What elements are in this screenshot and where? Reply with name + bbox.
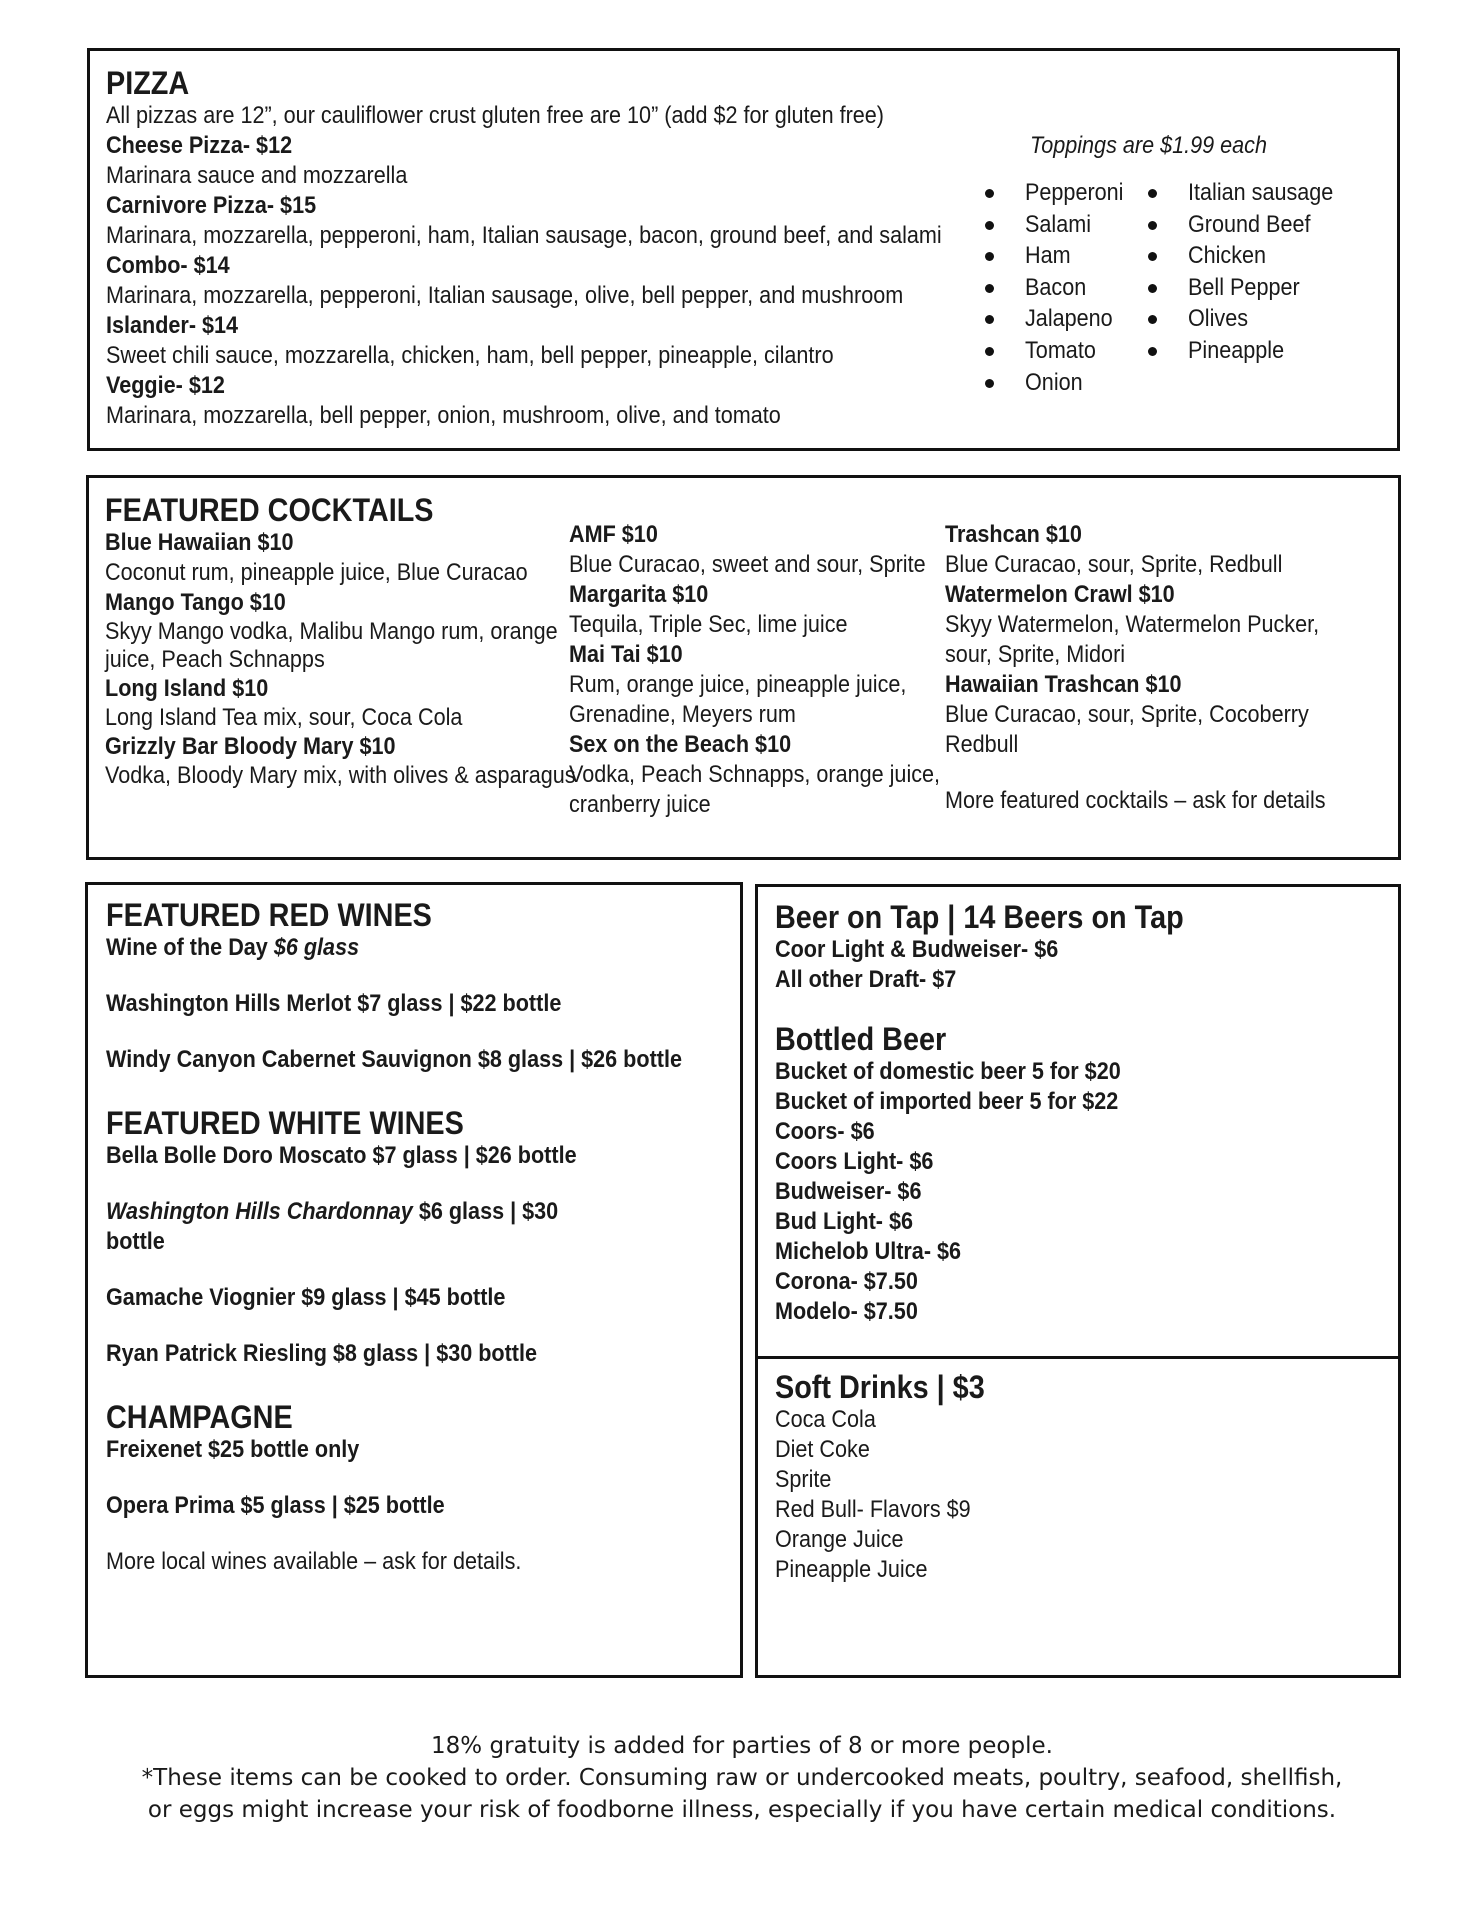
menu-item-name: Sex on the Beach $10 (569, 731, 792, 758)
soft-drink-item: Orange Juice (775, 1526, 904, 1553)
menu-item-desc: Vodka, Bloody Mary mix, with olives & asparagus (105, 762, 576, 789)
menu-item-desc: Coconut rum, pineapple juice, Blue Curacao (105, 559, 528, 586)
soft-drink-item: Sprite (775, 1466, 832, 1493)
cocktails-col-3 (945, 520, 1368, 816)
topping-item: Onion (985, 367, 1134, 399)
menu-item-desc: Marinara sauce and mozzarella (106, 162, 408, 189)
section-title: FEATURED COCKTAILS (105, 492, 434, 528)
footer-notice (0, 1730, 1484, 1826)
beer-item: Modelo- $7.50 (775, 1298, 918, 1325)
beer-item: All other Draft- $7 (775, 966, 957, 993)
topping-item: Bell Pepper (1148, 272, 1349, 304)
bullet-icon (1148, 284, 1157, 293)
beer-section (755, 884, 1401, 1362)
beer-item: Budweiser- $6 (775, 1178, 922, 1205)
bullet-icon (1148, 315, 1157, 324)
menu-item-name: Grizzly Bar Bloody Mary $10 (105, 733, 396, 760)
cocktails-col-2 (569, 520, 981, 820)
red-wines-title: FEATURED RED WINES (106, 897, 432, 933)
topping-item: Italian sausage (1148, 177, 1349, 209)
beer-item: Coors Light- $6 (775, 1148, 934, 1175)
soft-drinks-section (755, 1356, 1401, 1678)
menu-item-name: Combo- $14 (106, 252, 230, 279)
white-wines-title: FEATURED WHITE WINES (106, 1105, 464, 1141)
wines-more-note: More local wines available – ask for details. (106, 1548, 522, 1575)
bullet-icon (1148, 252, 1157, 261)
toppings-list-left (985, 177, 1134, 398)
wine-of-day: Wine of the Day $6 glass (106, 934, 360, 961)
wine-item-cont: bottle (106, 1228, 165, 1255)
topping-item: Pineapple (1148, 335, 1349, 367)
beer-item: Corona- $7.50 (775, 1268, 918, 1295)
cocktails-col-1 (105, 492, 628, 790)
toppings-list-right (1148, 177, 1349, 367)
topping-item: Jalapeno (985, 303, 1134, 335)
menu-item-name: Mango Tango $10 (105, 589, 286, 616)
soft-drink-item: Red Bull- Flavors $9 (775, 1496, 971, 1523)
toppings-note: Toppings are $1.99 each (1030, 132, 1267, 159)
menu-item-desc: Sweet chili sauce, mozzarella, chicken, ham, bell pepper, pineapple, cilantro (106, 342, 834, 369)
topping-item: Tomato (985, 335, 1134, 367)
pizza-list (106, 65, 1035, 431)
beer-item: Coor Light & Budweiser- $6 (775, 936, 1059, 963)
wine-item: Opera Prima $5 glass | $25 bottle (106, 1492, 445, 1519)
menu-item-name: AMF $10 (569, 521, 658, 548)
menu-item-desc: Blue Curacao, sour, Sprite, Cocoberry (945, 701, 1309, 728)
section-title: PIZZA (106, 65, 190, 101)
wine-item: Freixenet $25 bottle only (106, 1436, 360, 1463)
bullet-icon (985, 284, 994, 293)
pizza-intro: All pizzas are 12”, our cauliflower crust gluten free are 10” (add $2 for gluten free) (106, 102, 884, 129)
menu-item-name: Long Island $10 (105, 675, 269, 702)
beer-item: Bucket of domestic beer 5 for $20 (775, 1058, 1121, 1085)
topping-item: Ground Beef (1148, 209, 1349, 241)
cocktails-more-note: More featured cocktails – ask for details (945, 787, 1326, 814)
bottled-beer-title: Bottled Beer (775, 1021, 947, 1057)
soft-drink-item: Coca Cola (775, 1406, 876, 1433)
beer-item: Bud Light- $6 (775, 1208, 913, 1235)
consumption-warning-line-1: *These items can be cooked to order. Consuming raw or undercooked meats, poultry, seafood, shellfish, (141, 1765, 1343, 1791)
menu-item-desc: juice, Peach Schnapps (105, 646, 325, 673)
beer-item: Michelob Ultra- $6 (775, 1238, 962, 1265)
cocktails-section (86, 475, 1401, 860)
beer-tap-title: Beer on Tap | 14 Beers on Tap (775, 899, 1184, 935)
menu-item-name: Hawaiian Trashcan $10 (945, 671, 1182, 698)
wine-item: Gamache Viognier $9 glass | $45 bottle (106, 1284, 506, 1311)
menu-item-name: Watermelon Crawl $10 (945, 581, 1175, 608)
menu-item-desc: Grenadine, Meyers rum (569, 701, 796, 728)
pizza-section (87, 48, 1400, 451)
bullet-icon (985, 221, 994, 230)
wine-item: Bella Bolle Doro Moscato $7 glass | $26 bottle (106, 1142, 577, 1169)
menu-item-desc: Vodka, Peach Schnapps, orange juice, (569, 761, 941, 788)
topping-item: Salami (985, 209, 1134, 241)
menu-item-desc: Marinara, mozzarella, bell pepper, onion, mushroom, olive, and tomato (106, 402, 781, 429)
consumption-warning-line-2: or eggs might increase your risk of foodborne illness, especially if you have certain medical conditions. (147, 1797, 1337, 1823)
menu-item-name: Cheese Pizza- $12 (106, 132, 293, 159)
menu-item-desc: Blue Curacao, sweet and sour, Sprite (569, 551, 926, 578)
topping-item: Olives (1148, 303, 1349, 335)
wine-item: Washington Hills Merlot $7 glass | $22 bottle (106, 990, 562, 1017)
menu-item-desc: Marinara, mozzarella, pepperoni, ham, Italian sausage, bacon, ground beef, and salami (106, 222, 942, 249)
menu-item-name: Veggie- $12 (106, 372, 225, 399)
bullet-icon (985, 315, 994, 324)
menu-item-name: Carnivore Pizza- $15 (106, 192, 317, 219)
menu-item-desc: cranberry juice (569, 791, 711, 818)
menu-item-name: Trashcan $10 (945, 521, 1082, 548)
topping-item: Bacon (985, 272, 1134, 304)
beer-list (775, 899, 1229, 1327)
bullet-icon (1148, 189, 1157, 198)
soft-drink-item: Pineapple Juice (775, 1556, 928, 1583)
menu-item-name: Margarita $10 (569, 581, 709, 608)
menu-item-desc: Blue Curacao, sour, Sprite, Redbull (945, 551, 1283, 578)
wine-item: Ryan Patrick Riesling $8 glass | $30 bottle (106, 1340, 538, 1367)
menu-item-name: Islander- $14 (106, 312, 239, 339)
menu-item-desc: Skyy Mango vodka, Malibu Mango rum, orange (105, 618, 558, 645)
beer-item: Bucket of imported beer 5 for $22 (775, 1088, 1119, 1115)
wine-item: Washington Hills Chardonnay $6 glass | $30 (106, 1198, 559, 1225)
menu-item-desc: sour, Sprite, Midori (945, 641, 1126, 668)
bullet-icon (985, 379, 994, 388)
topping-item: Chicken (1148, 240, 1349, 272)
menu-item-desc: Redbull (945, 731, 1019, 758)
gratuity-note: 18% gratuity is added for parties of 8 or more people. (431, 1733, 1053, 1759)
bullet-icon (1148, 347, 1157, 356)
bullet-icon (985, 347, 994, 356)
soft-drink-item: Diet Coke (775, 1436, 870, 1463)
wines-list (106, 897, 746, 1577)
menu-item-desc: Marinara, mozzarella, pepperoni, Italian sausage, olive, bell pepper, and mushroom (106, 282, 904, 309)
wines-section (85, 882, 743, 1678)
champagne-title: CHAMPAGNE (106, 1399, 293, 1435)
bullet-icon (1148, 221, 1157, 230)
beer-item: Coors- $6 (775, 1118, 875, 1145)
wine-item: Windy Canyon Cabernet Sauvignon $8 glass | $26 bottle (106, 1046, 682, 1073)
menu-item-desc: Skyy Watermelon, Watermelon Pucker, (945, 611, 1320, 638)
soft-drinks-list (775, 1369, 1008, 1585)
menu-item-desc: Tequila, Triple Sec, lime juice (569, 611, 848, 638)
bullet-icon (985, 189, 994, 198)
topping-item: Ham (985, 240, 1134, 272)
menu-item-desc: Long Island Tea mix, sour, Coca Cola (105, 704, 463, 731)
soft-drinks-title: Soft Drinks | $3 (775, 1369, 985, 1405)
menu-item-name: Blue Hawaiian $10 (105, 529, 294, 556)
topping-item: Pepperoni (985, 177, 1134, 209)
menu-item-name: Mai Tai $10 (569, 641, 683, 668)
menu-item-desc: Rum, orange juice, pineapple juice, (569, 671, 907, 698)
bullet-icon (985, 252, 994, 261)
